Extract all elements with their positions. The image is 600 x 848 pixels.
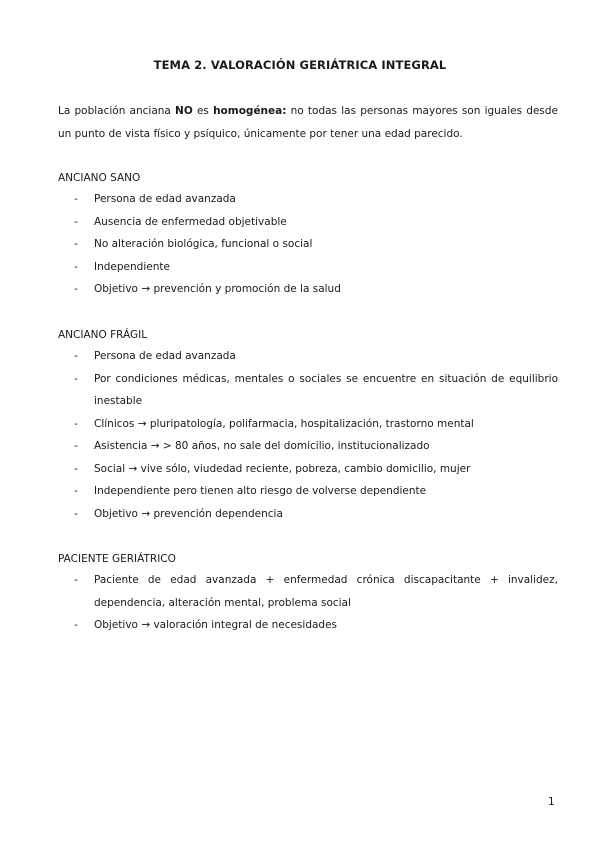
list-item: - Social → vive sólo, viudedad reciente, pobreza, cambio domicilio, mujer [58, 458, 558, 481]
bullet-dash: - [74, 574, 78, 586]
page-number: 1 [548, 796, 555, 808]
list-item: - No alteración biológica, funcional o social [58, 233, 558, 256]
bullet-dash: - [74, 215, 78, 228]
bullet-dash: - [74, 350, 78, 362]
intro-bold-no: NO [175, 105, 193, 117]
list-item: - Ausencia de enfermedad objetivable [58, 211, 558, 234]
list-item: - Independiente [58, 256, 558, 279]
bullet-dash: - [74, 485, 78, 497]
list-item: - Por condiciones médicas, mentales o sociales se encuentre en situación de equilibrio inestable [58, 368, 558, 413]
intro-bold-homogenea: homogénea: [213, 105, 287, 117]
section-heading-anciano-fragil: ANCIANO FRÁGIL [58, 329, 148, 341]
bullet-dash: - [74, 193, 78, 205]
list-paciente-geriatrico [58, 569, 558, 637]
list-item: - Asistencia → > 80 años, no sale del domicilio, institucionalizado [58, 435, 558, 458]
list-item: - Independiente pero tienen alto riesgo de volverse dependiente [58, 480, 558, 503]
bullet-dash: - [74, 440, 78, 452]
bullet-dash: - [74, 507, 78, 520]
bullet-dash: - [74, 283, 78, 295]
section-heading-paciente-geriatrico: PACIENTE GERIÁTRICO [58, 553, 176, 565]
list-item: - Persona de edad avanzada [58, 188, 558, 211]
intro-paragraph [58, 100, 558, 145]
list-item: - Objetivo → valoración integral de necesidades [58, 614, 558, 637]
bullet-dash: - [74, 417, 78, 430]
bullet-dash: - [74, 238, 78, 250]
bullet-dash: - [74, 260, 78, 273]
list-item: - Paciente de edad avanzada + enfermedad crónica discapacitante + invalidez, dependencia, alteración mental, problema social [58, 569, 558, 614]
intro-text-3: no todas las personas mayores son iguales desde un punto de vista físico y psíquico, únicamente por tener una edad parecido. [58, 105, 558, 140]
bullet-dash: - [74, 619, 78, 631]
bullet-dash: - [74, 462, 78, 475]
intro-text-2: es [192, 105, 214, 117]
list-item: - Clínicos → pluripatología, polifarmacia, hospitalización, trastorno mental [58, 413, 558, 436]
list-item: - Persona de edad avanzada [58, 345, 558, 368]
list-anciano-fragil [58, 345, 558, 525]
bullet-dash: - [74, 372, 78, 385]
list-item: - Objetivo → prevención dependencia [58, 503, 558, 526]
list-anciano-sano [58, 188, 558, 301]
section-heading-anciano-sano: ANCIANO SANO [58, 172, 141, 184]
intro-text-1: La población anciana [58, 105, 176, 117]
page-title: TEMA 2. VALORACIÓN GERIÁTRICA INTEGRAL [153, 58, 447, 72]
list-item: - Objetivo → prevención y promoción de la salud [58, 278, 558, 301]
